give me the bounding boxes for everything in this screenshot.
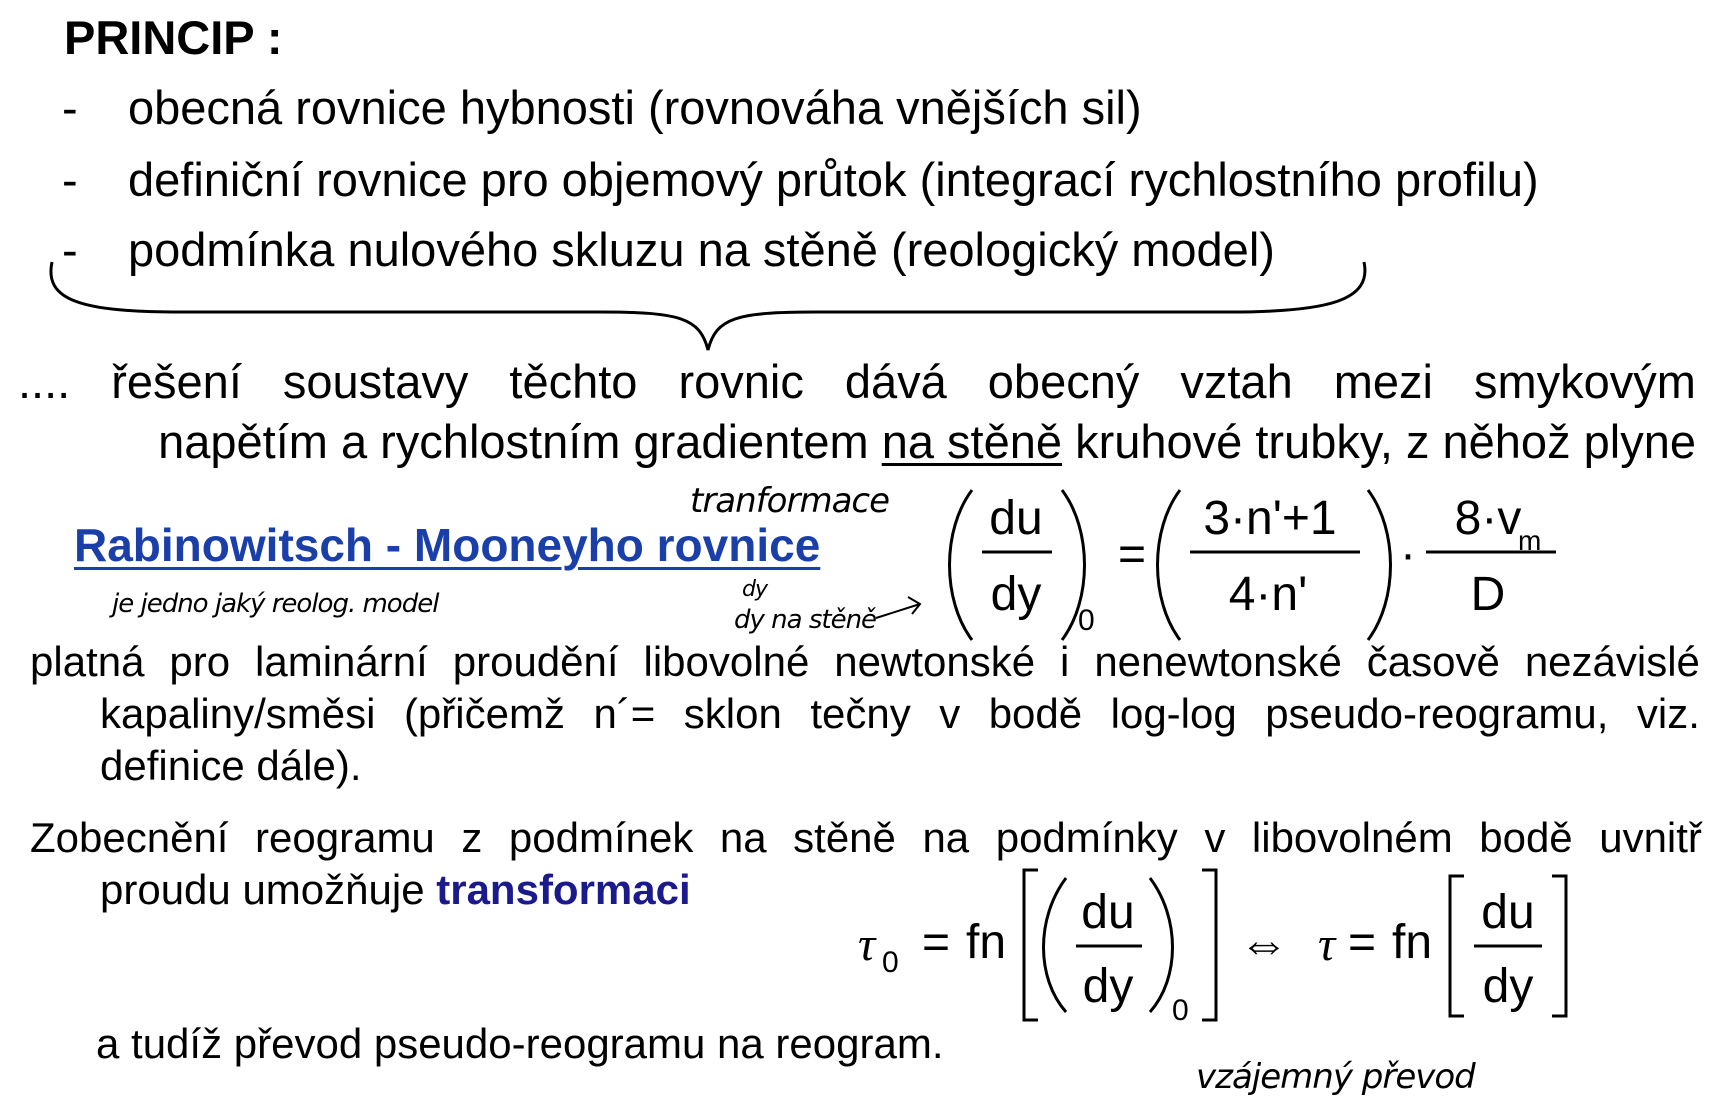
word: platná [30, 638, 145, 685]
transformation-equation [858, 870, 1566, 1027]
word: z [461, 814, 483, 861]
word: libovolné [643, 638, 810, 685]
subscript-zero: 0 [882, 946, 899, 979]
word: na [922, 814, 970, 861]
right-bracket [1552, 876, 1566, 1016]
fraction-numerator: 8·v [1454, 492, 1522, 545]
bullet-dash: - [62, 153, 78, 206]
subscript-zero: 0 [1172, 994, 1189, 1027]
word: nezávislé [1524, 638, 1700, 685]
word: mezi [1333, 355, 1433, 408]
word: .... [18, 355, 71, 408]
word: dává [844, 355, 947, 408]
word: newtonské [834, 638, 1036, 685]
subscript-m: m [1518, 525, 1542, 556]
fn-label: fn [966, 916, 1007, 969]
fraction-numerator-du: du [989, 492, 1043, 545]
bullet-text: podmínka nulového skluzu na stěně (reologický model) [128, 223, 1275, 276]
equals-sign: = [921, 916, 951, 969]
fn-label: fn [1392, 916, 1433, 969]
word: obecný [987, 355, 1140, 408]
left-bracket [1450, 876, 1464, 1016]
multiply-dot: · [1400, 528, 1416, 581]
word: Zobecnění [30, 814, 229, 861]
word: pseudo-reogramu, [1265, 690, 1609, 737]
tau-symbol: τ [858, 918, 876, 971]
paragraph-line: definice dále). [100, 742, 362, 789]
arrow-icon [876, 597, 920, 618]
word: v [1204, 814, 1226, 861]
left-paren [1044, 878, 1067, 1012]
word: (přičemž [403, 690, 565, 737]
handwritten-model-note: je jedno jaký reolog. model [112, 589, 439, 619]
equals-sign: = [1347, 916, 1377, 969]
text-run: proudu umožňuje [100, 866, 437, 913]
word: v [939, 690, 961, 737]
handwritten-dy-note: dy na stěně [734, 605, 877, 635]
fraction-numerator-du: du [1481, 886, 1535, 939]
fraction-denominator: 4·n' [1228, 568, 1308, 621]
right-paren [1150, 878, 1173, 1012]
handwritten-transformace: tranformace [690, 481, 890, 521]
left-paren [1158, 490, 1181, 640]
underlined-text: na stěně [881, 415, 1063, 468]
bullet-dash: - [62, 223, 78, 276]
rabinowitsch-equation [950, 490, 1557, 640]
text-run: napětím a rychlostním gradientem [158, 415, 882, 468]
word: bodě [1479, 814, 1573, 861]
equals-sign: = [1117, 528, 1147, 581]
word: laminární [255, 638, 428, 685]
word: vztah [1180, 355, 1293, 408]
paragraph-conclusion: a tudíž převod pseudo-reogramu na reogram. [96, 1020, 944, 1067]
word: tečny [810, 690, 911, 737]
bullet-text: definiční rovnice pro objemový průtok (integrací rychlostního profilu) [128, 153, 1539, 206]
left-paren [950, 490, 973, 640]
word: pro [169, 638, 231, 685]
curly-brace [51, 262, 1365, 350]
word: rovnic [678, 355, 804, 408]
emphasis-text: transformaci [436, 866, 691, 913]
word: i [1060, 638, 1070, 685]
right-paren [1368, 490, 1391, 640]
fraction-denominator-dy: dy [1482, 960, 1534, 1013]
word: na [719, 814, 767, 861]
word: podmínky [995, 814, 1178, 861]
word: log-log [1110, 690, 1237, 737]
word: viz. [1636, 690, 1700, 737]
handwritten-prevod: vzájemný převod [1196, 1057, 1475, 1097]
word: soustavy [282, 355, 469, 408]
word: smykovým [1473, 355, 1696, 408]
word: bodě [988, 690, 1083, 737]
right-bracket [1202, 870, 1216, 1020]
word: sklon [683, 690, 782, 737]
word: nenewtonské [1094, 638, 1342, 685]
rabinowitsch-link[interactable]: Rabinowitsch - Mooneyho rovnice [74, 519, 821, 571]
word: uvnitř [1599, 814, 1702, 861]
word: reogramu [255, 814, 435, 861]
fraction-denominator-dy: dy [990, 568, 1042, 621]
fraction-numerator-du: du [1081, 886, 1135, 939]
handwritten-dy-top: dy [742, 577, 767, 602]
text-run: kruhové trubky, z něhož plyne [1062, 415, 1696, 468]
bullet-dash: - [62, 81, 78, 134]
word: stěně [793, 814, 896, 861]
word: kapaliny/směsi [100, 690, 376, 737]
left-bracket [1024, 870, 1038, 1020]
tau-symbol: τ [1318, 918, 1336, 971]
word: řešení [111, 355, 242, 408]
equivalence-arrow-icon: ⇔ [1239, 915, 1289, 971]
word: libovolném [1251, 814, 1453, 861]
word: těchto [509, 355, 638, 408]
word: proudění [452, 638, 619, 685]
word: podmínek [508, 814, 694, 861]
fraction-denominator: D [1470, 568, 1506, 621]
fraction-denominator-dy: dy [1082, 960, 1134, 1013]
section-heading: PRINCIP : [64, 11, 283, 64]
bullet-text: obecná rovnice hybnosti (rovnováha vnějších sil) [128, 81, 1142, 134]
fraction-numerator: 3·n'+1 [1203, 492, 1337, 545]
word: n´= [593, 690, 656, 737]
word: časově [1366, 638, 1500, 685]
subscript-zero: 0 [1078, 604, 1095, 637]
